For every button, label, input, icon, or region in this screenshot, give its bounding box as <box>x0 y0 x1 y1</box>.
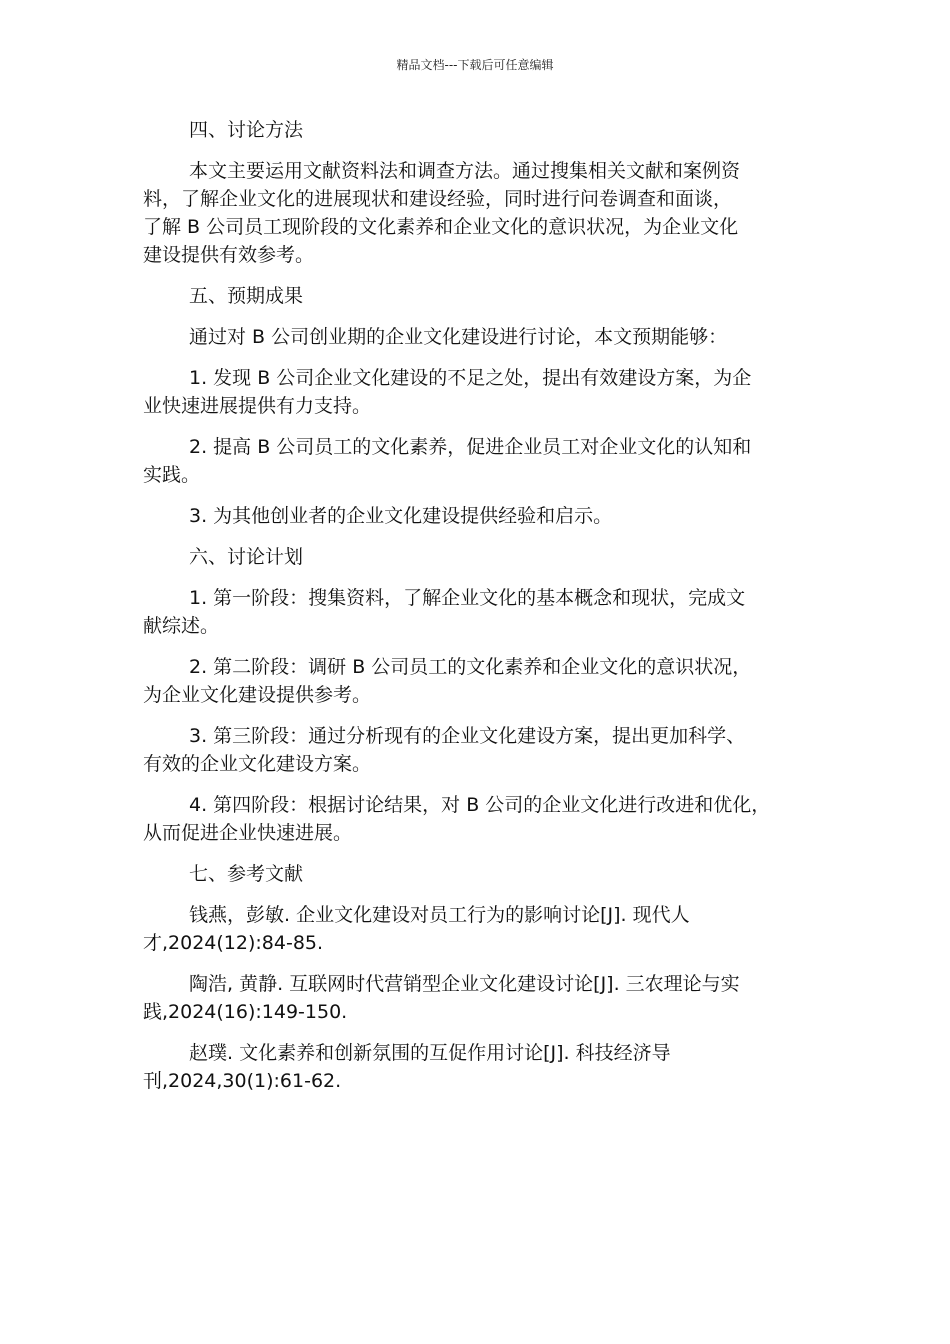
expected-results-intro <box>143 323 808 351</box>
paragraph-line: 3. 第三阶段：通过分析现有的企业文化建设方案，提出更加科学、 <box>189 725 746 747</box>
page-header: 精品文档---下载后可任意编辑 <box>396 58 554 72</box>
paragraph-line: 3. 为其他创业者的企业文化建设提供经验和启示。 <box>189 505 613 527</box>
document-body <box>143 116 808 1108</box>
reference-item <box>143 901 808 957</box>
reference-item <box>143 970 808 1026</box>
expected-result-item <box>143 364 808 420</box>
paragraph-line: 献综述。 <box>143 615 220 637</box>
paragraph-line: 本文主要运用文献资料法和调查方法。通过搜集相关文献和案例资 <box>189 160 741 182</box>
paragraph-line: 从而促进企业快速进展。 <box>143 822 353 844</box>
paragraph-line: 才,2024(12):84-85. <box>143 932 324 954</box>
plan-item <box>143 584 808 640</box>
plan-item <box>143 722 808 778</box>
paragraph-line: 2. 第二阶段：调研 B 公司员工的文化素养和企业文化的意识状况， <box>189 656 752 678</box>
paragraph-line: 建设提供有效参考。 <box>143 244 315 266</box>
paragraph-line: 1. 发现 B 公司企业文化建设的不足之处，提出有效建设方案，为企 <box>189 367 752 389</box>
section-heading-research-plan: 六、讨论计划 <box>189 546 304 568</box>
reference-item <box>143 1039 808 1095</box>
paragraph-line: 践,2024(16):149-150. <box>143 1001 348 1023</box>
paragraph-line: 为企业文化建设提供参考。 <box>143 684 372 706</box>
methods-paragraph <box>143 157 808 269</box>
paragraph-line: 赵璞. 文化素养和创新氛围的互促作用讨论[J]. 科技经济导 <box>189 1042 671 1064</box>
paragraph-line: 业快速进展提供有力支持。 <box>143 395 372 417</box>
paragraph-line: 刊,2024,30(1):61-62. <box>143 1070 342 1092</box>
section-heading-methods: 四、讨论方法 <box>189 119 304 141</box>
expected-result-item <box>143 502 808 530</box>
paragraph-line: 钱燕，彭敏. 企业文化建设对员工行为的影响讨论[J]. 现代人 <box>189 904 690 926</box>
paragraph-line: 了解 B 公司员工现阶段的文化素养和企业文化的意识状况，为企业文化 <box>143 216 739 238</box>
paragraph-line: 陶浩, 黄静. 互联网时代营销型企业文化建设讨论[J]. 三农理论与实 <box>189 973 740 995</box>
paragraph-line: 2. 提高 B 公司员工的文化素养，促进企业员工对企业文化的认知和 <box>189 436 752 458</box>
paragraph-line: 实践。 <box>143 464 201 486</box>
plan-item <box>143 791 808 847</box>
paragraph-line: 有效的企业文化建设方案。 <box>143 753 372 775</box>
paragraph-line: 1. 第一阶段：搜集资料，了解企业文化的基本概念和现状，完成文 <box>189 587 746 609</box>
section-heading-expected-results: 五、预期成果 <box>189 285 304 307</box>
paragraph-line: 4. 第四阶段：根据讨论结果，对 B 公司的企业文化进行改进和优化， <box>189 794 771 816</box>
paragraph-line: 通过对 B 公司创业期的企业文化建设进行讨论，本文预期能够： <box>189 326 728 348</box>
paragraph-line: 料，了解企业文化的进展现状和建设经验，同时进行问卷调查和面谈， <box>143 188 733 210</box>
expected-result-item <box>143 433 808 489</box>
section-heading-references: 七、参考文献 <box>189 863 304 885</box>
plan-item <box>143 653 808 709</box>
